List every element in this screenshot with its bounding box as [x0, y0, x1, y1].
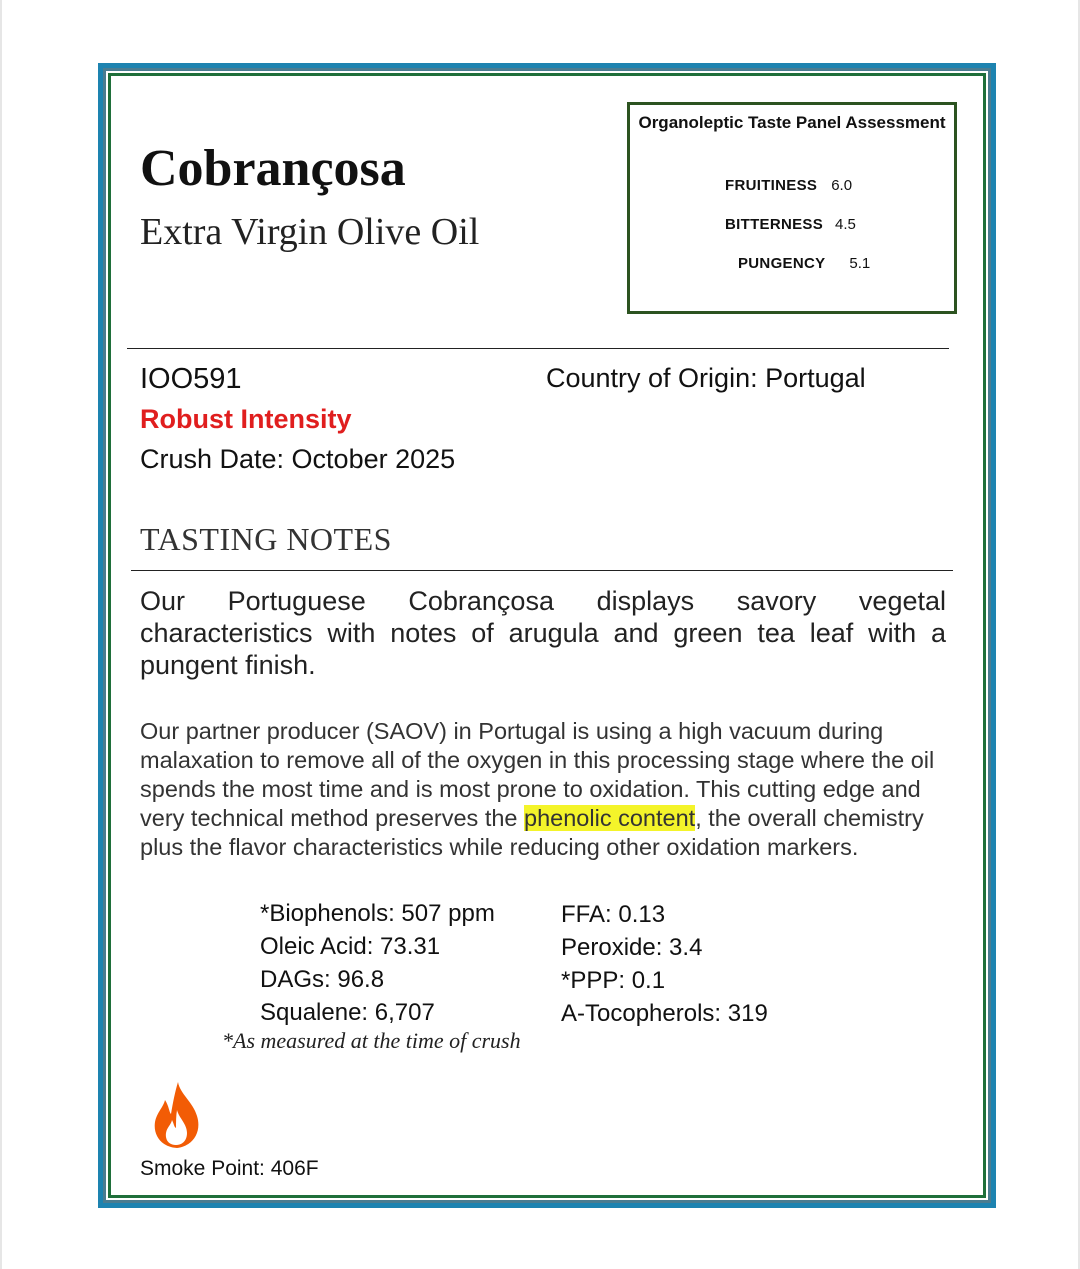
chemistry-dags: DAGs: 96.8	[260, 966, 385, 993]
taste-attribute-fruitiness	[725, 177, 852, 195]
intensity-label: Robust Intensity	[140, 404, 352, 434]
producer-note-text: Our partner producer (SAOV) in Portugal is using a high vacuum during malaxation to remove all of the oxygen in this processing stage where the oil spends the most time and is most prone to oxidation. This cutting edge and very technical method preserves the	[140, 718, 935, 831]
tasting-notes-text: Our Portuguese Cobrançosa displays savory vegetal characteristics with notes of arugula and green tea leaf with a pungent finish.	[140, 586, 946, 680]
attribute-label: BITTERNESS	[725, 216, 824, 233]
attribute-label: FRUITINESS	[725, 177, 818, 194]
producer-note-text-end: , the overall chemistry plus the flavor characteristics while reducing other oxidation markers.	[140, 805, 924, 860]
taste-attribute-bitterness	[725, 216, 856, 234]
page-edge-left	[0, 0, 2, 1269]
tasting-notes-heading: TASTING NOTES	[140, 521, 392, 557]
chemistry-ffa: FFA: 0.13	[561, 901, 666, 928]
chemistry-ppp: *PPP: 0.1	[561, 967, 666, 994]
crush-date: Crush Date: October 2025	[140, 444, 456, 474]
product-type: Extra Virgin Olive Oil	[140, 211, 480, 253]
chemistry-squalene: Squalene: 6,707	[260, 999, 435, 1026]
product-code: IOO591	[140, 363, 242, 395]
chemistry-tocopherols: A-Tocopherols: 319	[561, 1000, 768, 1027]
taste-panel-box	[627, 102, 957, 314]
chemistry-peroxide: Peroxide: 3.4	[561, 934, 703, 961]
attribute-value: 4.5	[835, 216, 856, 233]
measurement-footnote: *As measured at the time of crush	[222, 1028, 521, 1053]
flame-icon	[149, 1080, 205, 1150]
country-of-origin: Country of Origin: Portugal	[546, 363, 866, 393]
divider-top	[127, 348, 949, 349]
product-name: Cobrançosa	[140, 140, 406, 197]
taste-attribute-pungency	[738, 255, 870, 273]
taste-panel-title: Organoleptic Taste Panel Assessment	[638, 113, 946, 132]
producer-note	[140, 717, 950, 862]
chemistry-column-right	[561, 898, 768, 1030]
chemistry-oleic-acid: Oleic Acid: 73.31	[260, 933, 441, 960]
attribute-label: PUNGENCY	[738, 255, 826, 272]
attribute-value: 6.0	[831, 177, 853, 194]
divider-tasting-notes	[131, 570, 953, 571]
chemistry-column-left	[260, 897, 495, 1029]
highlighted-phrase: phenolic content	[524, 805, 696, 831]
smoke-point: Smoke Point: 406F	[140, 1157, 319, 1180]
attribute-value: 5.1	[849, 255, 871, 272]
chemistry-biophenols: *Biophenols: 507 ppm	[260, 900, 495, 927]
